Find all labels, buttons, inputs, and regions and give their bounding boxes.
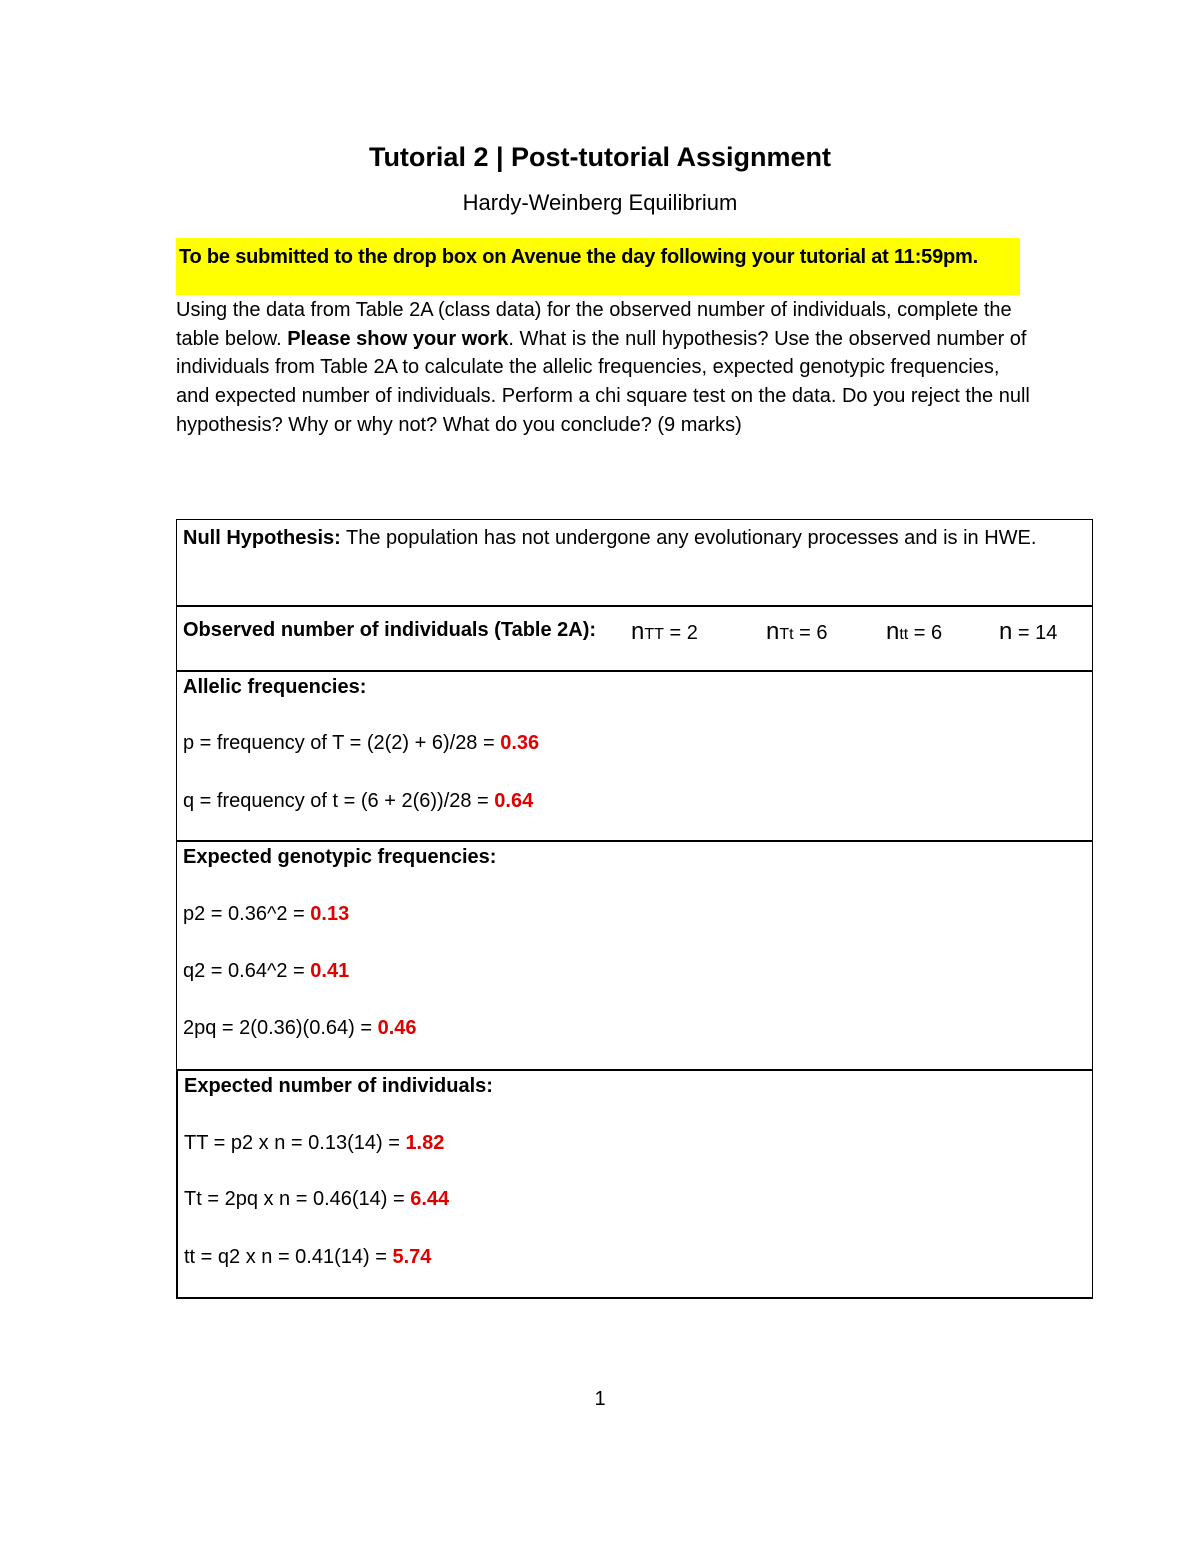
observed-value: = 2 [663,622,698,644]
page-number: 1 [594,1388,606,1410]
observed-n-tt-upper [631,618,698,646]
expected-result: 1.82 [405,1132,445,1154]
null-hypothesis-text: The population has not undergone any evolutionary processes and is in HWE. [340,527,1037,549]
submission-notice: To be submitted to the drop box on Avenue the day following your tutorial at 11:59pm. [176,238,1020,295]
expected-individuals-box [176,1069,1093,1299]
allelic-result: 0.36 [500,732,540,754]
expected-line-tt-hetero [184,1188,449,1211]
instructions-paragraph [176,296,1036,440]
expected-line-tt-lower [184,1246,431,1269]
genotypic-line-p2 [183,903,349,926]
genotypic-label: Expected genotypic frequencies: [183,846,497,868]
null-hypothesis-label: Null Hypothesis: [183,527,341,549]
genotypic-result: 0.13 [310,903,350,925]
allelic-formula: p = frequency of T = (2(2) + 6)/28 = [183,732,501,754]
n-symbol: n [631,618,645,645]
allelic-label: Allelic frequencies: [183,676,367,698]
observed-value: = 6 [908,622,943,644]
genotype-subscript: Tt [779,626,794,643]
expected-line-tt-upper [184,1132,444,1155]
expected-result: 6.44 [410,1188,450,1210]
n-symbol: n [886,618,900,645]
null-hypothesis-box [176,519,1093,607]
genotypic-line-q2 [183,960,349,983]
observed-value: = 6 [793,622,828,644]
instructions-part-2: . What is the null hypothesis? Use the observed number of individuals from Table 2A to calculate the allelic frequencies, expected genotypic frequencies, and expected number of individuals. Perform a chi square test on the data. Do you reject the null hypothesis? Why or why not? What do you conclude? (9 marks) [176,327,1030,436]
allelic-formula: q = frequency of t = (6 + 2(6))/28 = [183,790,495,812]
observed-value: = 14 [1012,622,1058,644]
observed-n-tt-lower [886,618,942,646]
genotypic-formula: 2pq = 2(0.36)(0.64) = [183,1017,378,1039]
instructions-part-1: Using the data from Table 2A (class data) for the observed number of individuals, complete the table below. [176,299,1012,350]
instructions-bold: Please show your work [287,327,509,350]
genotypic-formula: q2 = 0.64^2 = [183,960,311,982]
genotypic-result: 0.41 [310,960,350,982]
genotypic-formula: p2 = 0.36^2 = [183,903,311,925]
observed-n-total [999,618,1057,646]
expected-formula: Tt = 2pq x n = 0.46(14) = [184,1188,411,1210]
observed-label: Observed number of individuals (Table 2A): [183,619,597,641]
expected-formula: tt = q2 x n = 0.41(14) = [184,1246,393,1268]
genotypic-frequencies-box [176,840,1093,1071]
expected-result: 5.74 [392,1246,432,1268]
observed-n-tt-hetero [766,618,828,646]
allelic-line-p [183,732,539,755]
page-title: Tutorial 2 | Post-tutorial Assignment [368,142,832,172]
genotypic-line-2pq [183,1017,417,1040]
genotype-subscript: TT [644,626,664,643]
genotype-subscript: tt [899,626,909,643]
allelic-line-q [183,790,533,813]
allelic-frequencies-box [176,670,1093,842]
n-symbol: n [999,618,1013,645]
expected-label: Expected number of individuals: [184,1075,493,1097]
observed-box [176,605,1093,672]
genotypic-result: 0.46 [377,1017,417,1039]
n-symbol: n [766,618,780,645]
expected-formula: TT = p2 x n = 0.13(14) = [184,1132,406,1154]
page-subtitle: Hardy-Weinberg Equilibrium [462,190,738,215]
allelic-result: 0.64 [494,790,534,812]
